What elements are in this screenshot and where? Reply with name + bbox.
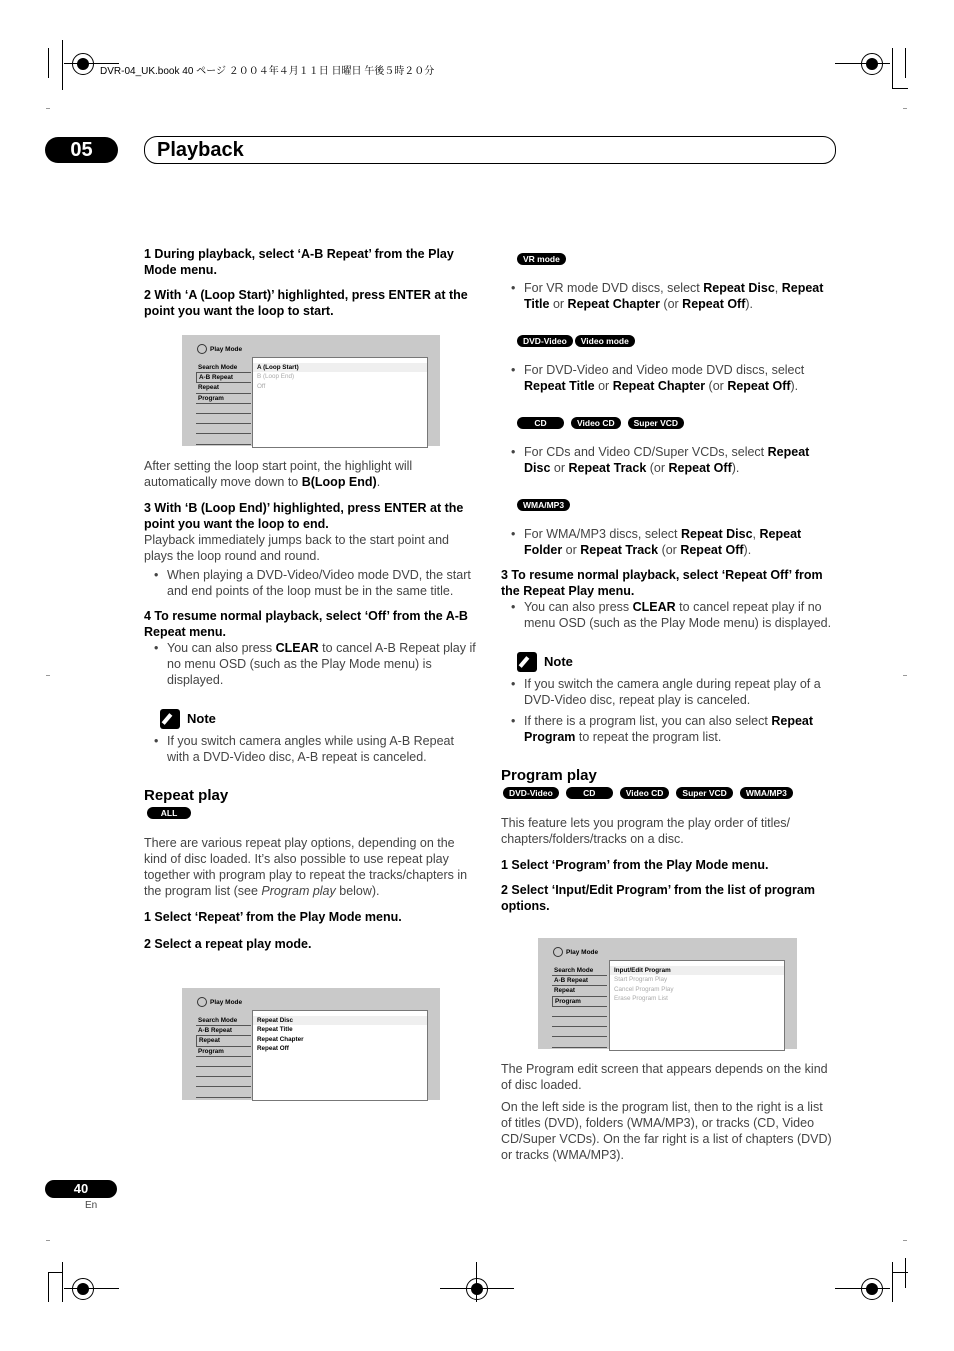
- chapter-number-badge: 05: [45, 137, 118, 163]
- crop-mark: [892, 1262, 893, 1302]
- registration-mark-icon: [72, 1278, 94, 1300]
- osd-options-panel: [252, 357, 428, 448]
- disc-tag: CD: [566, 787, 613, 799]
- wma-bullet: • For WMA/MP3 discs, select Repeat Disc, Repeat Folder or Repeat Track (or Repeat Off).: [501, 526, 834, 558]
- osd-option: Off: [257, 382, 266, 390]
- program-step-1: 1 Select ‘Program’ from the Play Mode menu.: [501, 858, 769, 872]
- osd-menu-item: Repeat: [196, 383, 251, 393]
- osd-option: Repeat Off: [257, 1045, 289, 1053]
- crop-mark: [892, 48, 893, 88]
- chapter-title: Playback: [157, 139, 244, 161]
- crop-mark: [62, 40, 63, 90]
- step-1: 1 During playback, select ‘A-B Repeat’ from the Play Mode menu.: [144, 247, 454, 277]
- osd-option: A (Loop Start): [253, 363, 427, 372]
- crop-mark: [905, 48, 906, 78]
- vr-bullet: • For VR mode DVD discs, select Repeat Disc, Repeat Title or Repeat Chapter (or Repeat Off).: [501, 280, 834, 312]
- step-4: 4 To resume normal playback, select ‘Off’ from the A-B Repeat menu.: [144, 609, 468, 639]
- osd-screenshot-program: [538, 938, 797, 1049]
- registration-mark-icon: [466, 1278, 488, 1300]
- left-column-body: [144, 458, 477, 952]
- registration-mark-icon: [72, 53, 94, 75]
- disc-tags: [517, 253, 834, 269]
- osd-menu-item: Program: [196, 1047, 251, 1057]
- page-number: 40: [45, 1180, 117, 1198]
- step-3-resume-bullet: • You can also press CLEAR to cancel repeat play if no menu OSD (such as the Play Mode menu) is displayed.: [501, 599, 834, 631]
- registration-line: [64, 1288, 119, 1289]
- osd-screenshot-ab-repeat: [182, 335, 440, 446]
- step-3-resume: 3 To resume normal playback, select ‘Repeat Off’ from the Repeat Play menu.: [501, 568, 823, 598]
- disc-tag: WMA/MP3: [517, 499, 570, 511]
- note-pencil-icon: [517, 652, 537, 672]
- osd-menu-item: Repeat: [196, 1036, 251, 1046]
- disc-tag: Video mode: [575, 335, 635, 347]
- osd-header: Play Mode: [197, 997, 242, 1007]
- step-2: 2 With ‘A (Loop Start)’ highlighted, press ENTER at the point you want the loop to start.: [144, 288, 468, 318]
- disc-icon: [197, 344, 207, 354]
- disc-tags: [517, 335, 834, 351]
- osd-menu-item: Search Mode: [196, 363, 251, 373]
- osd-menu-list: [196, 363, 251, 445]
- osd-menu-list: [196, 1016, 251, 1098]
- step-3-text: Playback immediately jumps back to the start point and plays the loop round and round.: [144, 533, 450, 563]
- osd-options-panel: [609, 960, 785, 1051]
- osd-option: Cancel Program Play: [614, 985, 674, 993]
- crop-mark: [48, 48, 49, 78]
- note-bullet: • If there is a program list, you can also select Repeat Program to repeat the program list.: [501, 713, 834, 745]
- registration-mark-icon: [861, 1278, 883, 1300]
- osd-menu-item: A-B Repeat: [196, 373, 251, 383]
- osd-menu-item: Program: [552, 997, 607, 1007]
- osd-menu-item: A-B Repeat: [196, 1026, 251, 1036]
- right-column-footer: [501, 1061, 834, 1163]
- registration-line: [440, 1288, 514, 1289]
- trim-tick: [46, 108, 50, 109]
- osd-header: Play Mode: [553, 947, 598, 957]
- disc-tag: VR mode: [517, 253, 566, 265]
- osd-screenshot-repeat: [182, 988, 440, 1100]
- trim-tick: [46, 1240, 50, 1241]
- osd-options-panel: [252, 1010, 428, 1101]
- trim-tick: [903, 108, 907, 109]
- program-intro: This feature lets you program the play order of titles/ chapters/folders/tracks on a disc.: [501, 816, 791, 846]
- osd-option: Repeat Disc: [253, 1016, 427, 1025]
- disc-tag: Video CD: [571, 417, 621, 429]
- language-label: En: [85, 1200, 98, 1211]
- disc-tag: CD: [517, 417, 564, 429]
- disc-tag: ALL: [147, 807, 191, 819]
- note-bullet: • If you switch camera angles while using A-B Repeat with a DVD-Video disc, A-B repeat is canceled.: [144, 733, 477, 765]
- disc-tags: [503, 787, 834, 803]
- note-bullet: • If you switch the camera angle during repeat play of a DVD-Video disc, repeat play is canceled.: [501, 676, 834, 708]
- note-heading: Note: [517, 652, 834, 672]
- cd-bullet: • For CDs and Video CD/Super VCDs, select Repeat Disc or Repeat Track (or Repeat Off).: [501, 444, 834, 476]
- registration-mark-icon: [861, 53, 883, 75]
- step-4-bullet: • You can also press CLEAR to cancel A-B Repeat play if no menu OSD (such as the Play Mode menu) is displayed.: [144, 640, 477, 688]
- disc-tags: [144, 807, 477, 823]
- osd-option: Repeat Chapter: [257, 1035, 304, 1043]
- osd-menu-item: A-B Repeat: [552, 976, 607, 986]
- osd-menu-list: [552, 966, 607, 1048]
- osd-option: Start Program Play: [614, 976, 668, 984]
- note-heading: Note: [160, 709, 477, 729]
- trim-tick: [46, 675, 50, 676]
- osd-option: B (Loop End): [257, 373, 295, 381]
- program-step-2: 2 Select ‘Input/Edit Program’ from the list of program options.: [501, 883, 815, 913]
- chapter-title-bar: [144, 136, 836, 164]
- osd-option: Repeat Title: [257, 1026, 293, 1034]
- disc-tag: WMA/MP3: [740, 787, 793, 799]
- disc-tag: DVD-Video: [517, 335, 573, 347]
- crop-mark: [905, 1258, 906, 1288]
- crop-mark: [892, 1272, 908, 1273]
- osd-menu-item: Search Mode: [552, 966, 607, 976]
- disc-tag: Super VCD: [628, 417, 684, 429]
- registration-line: [476, 1262, 477, 1302]
- crop-mark: [892, 88, 908, 89]
- note-pencil-icon: [160, 709, 180, 729]
- trim-tick: [903, 675, 907, 676]
- left-side-text: On the left side is the program list, then to the right is a list of titles (DVD), folders (WMA/MP3), or tracks (CD, Video CD/Super VCDs). On the far right is a list of chapters (DVD) or tracks (WMA/MP3).: [501, 1100, 832, 1162]
- osd-menu-item: Repeat: [552, 986, 607, 996]
- osd-menu-item: Search Mode: [196, 1016, 251, 1026]
- left-column: [144, 246, 477, 319]
- osd-header: Play Mode: [197, 344, 242, 354]
- disc-tag: Video CD: [620, 787, 670, 799]
- disc-tags: [517, 499, 834, 515]
- crop-mark: [62, 1262, 63, 1302]
- program-play-heading: Program play: [501, 767, 597, 784]
- right-column: [501, 253, 834, 914]
- disc-tags: [517, 417, 834, 433]
- disc-tag: DVD-Video: [503, 787, 559, 799]
- repeat-step-2: 2 Select a repeat play mode.: [144, 937, 312, 951]
- registration-line: [835, 63, 890, 64]
- step-3: 3 With ‘B (Loop End)’ highlighted, press ENTER at the point you want the loop to end.: [144, 501, 464, 531]
- osd-option: Erase Program List: [614, 995, 668, 1003]
- disc-icon: [197, 997, 207, 1007]
- trim-tick: [903, 1240, 907, 1241]
- repeat-step-1: 1 Select ‘Repeat’ from the Play Mode menu.: [144, 910, 402, 924]
- step-3-bullet: • When playing a DVD-Video/Video mode DVD, the start and end points of the loop must be in the same title.: [144, 567, 477, 599]
- repeat-play-heading: Repeat play: [144, 787, 229, 804]
- registration-line: [835, 1288, 890, 1289]
- crop-mark: [48, 1272, 62, 1273]
- osd-option: Input/Edit Program: [610, 966, 784, 975]
- after-setting-text: After setting the loop start point, the highlight will automatically move down to B(Loop End).: [144, 459, 413, 489]
- repeat-intro: There are various repeat play options, depending on the kind of disc loaded. It’s also possible to use repeat play together with program play to repeat the tracks/chapters in the program list (see Program play below).: [144, 836, 468, 898]
- osd-menu-item: Program: [196, 394, 251, 404]
- print-slug: DVR-04_UK.book 40 ページ ２００４年４月１１日 日曜日 午後５時２０分: [100, 66, 435, 77]
- disc-tag: Super VCD: [676, 787, 732, 799]
- edit-screen-text: The Program edit screen that appears depends on the kind of disc loaded.: [501, 1062, 828, 1092]
- crop-mark: [48, 1272, 49, 1302]
- dvd-bullet: • For DVD-Video and Video mode DVD discs, select Repeat Title or Repeat Chapter (or Repeat Off).: [501, 362, 834, 394]
- disc-icon: [553, 947, 563, 957]
